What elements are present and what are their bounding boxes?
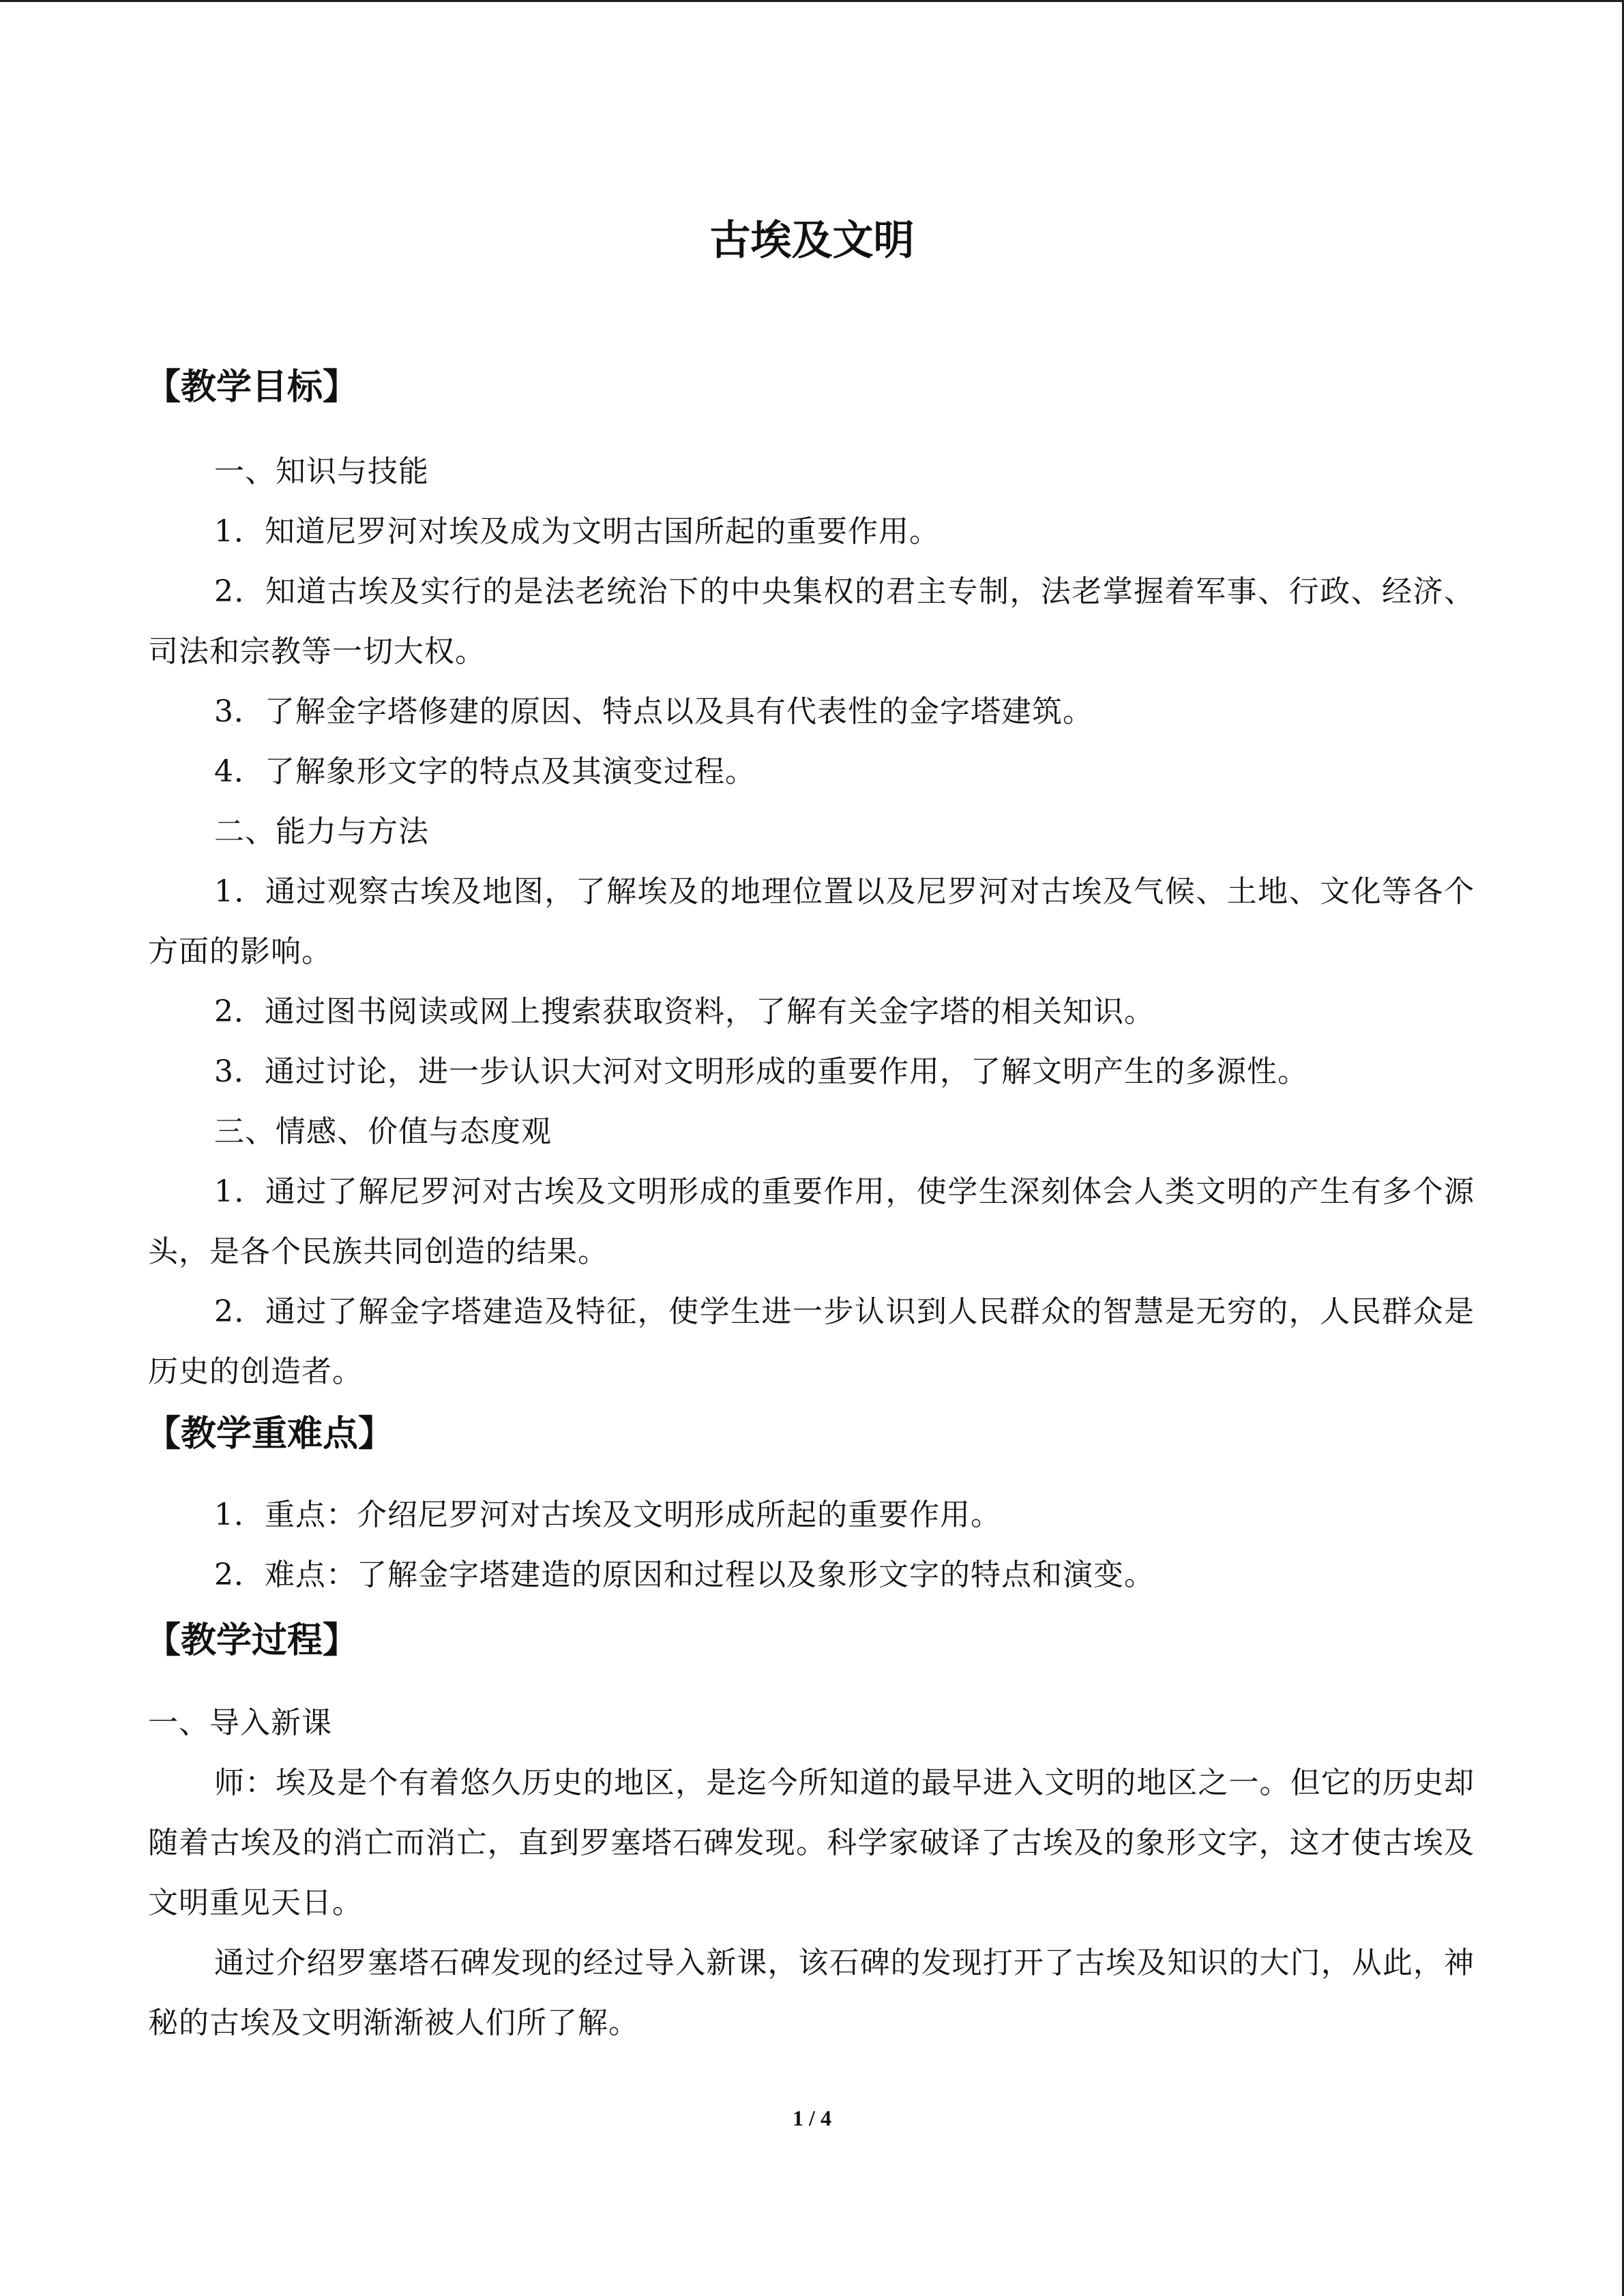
knowledge-item-1: 1．知道尼罗河对埃及成为文明古国所起的重要作用。 <box>214 514 940 549</box>
section-heading-process: 【教学过程】 <box>145 1620 359 1661</box>
subheading-emotion-values: 三、情感、价值与态度观 <box>214 1114 552 1149</box>
section-heading-objectives: 【教学目标】 <box>145 366 359 408</box>
page-number: 1 / 4 <box>793 2106 831 2130</box>
subheading-knowledge-skills: 一、知识与技能 <box>214 454 429 489</box>
subheading-introduction: 一、导入新课 <box>148 1705 332 1740</box>
section-heading-keypoints: 【教学重难点】 <box>145 1413 394 1455</box>
page-title: 古埃及文明 <box>709 217 915 265</box>
emotion-item-1: 1．通过了解尼罗河对古埃及文明形成的重要作用，使学生深刻体会人类文明的产生有多个源头，是各个民族共同创造的结果。 <box>148 1174 1475 1269</box>
ability-item-2: 2．通过图书阅读或网上搜索获取资料，了解有关金字塔的相关知识。 <box>214 994 1155 1029</box>
emotion-item-2: 2．通过了解金字塔建造及特征，使学生进一步认识到人民群众的智慧是无穷的，人民群众是历史的创造者。 <box>148 1294 1475 1389</box>
teacher-paragraph: 师：埃及是个有着悠久历史的地区，是迄今所知道的最早进入文明的地区之一。但它的历史却随着古埃及的消亡而消亡，直到罗塞塔石碑发现。科学家破译了古埃及的象形文字，这才使古埃及文明重见天日。 <box>148 1765 1475 1920</box>
knowledge-item-3: 3．了解金字塔修建的原因、特点以及具有代表性的金字塔建筑。 <box>214 694 1093 729</box>
ability-item-3: 3．通过讨论，进一步认识大河对文明形成的重要作用，了解文明产生的多源性。 <box>214 1054 1308 1089</box>
keypoint-item-1: 1．重点：介绍尼罗河对古埃及文明形成所起的重要作用。 <box>214 1497 1001 1532</box>
keypoint-item-2: 2．难点：了解金字塔建造的原因和过程以及象形文字的特点和演变。 <box>214 1557 1155 1592</box>
intro-paragraph: 通过介绍罗塞塔石碑发现的经过导入新课，该石碑的发现打开了古埃及知识的大门，从此，神秘的古埃及文明渐渐被人们所了解。 <box>148 1945 1475 2040</box>
knowledge-item-2: 2．知道古埃及实行的是法老统治下的中央集权的君主专制，法老掌握着军事、行政、经济、司法和宗教等一切大权。 <box>148 574 1475 669</box>
subheading-ability-methods: 二、能力与方法 <box>214 814 429 849</box>
ability-item-1: 1．通过观察古埃及地图，了解埃及的地理位置以及尼罗河对古埃及气候、土地、文化等各个方面的影响。 <box>148 874 1475 969</box>
knowledge-item-4: 4．了解象形文字的特点及其演变过程。 <box>214 754 756 789</box>
